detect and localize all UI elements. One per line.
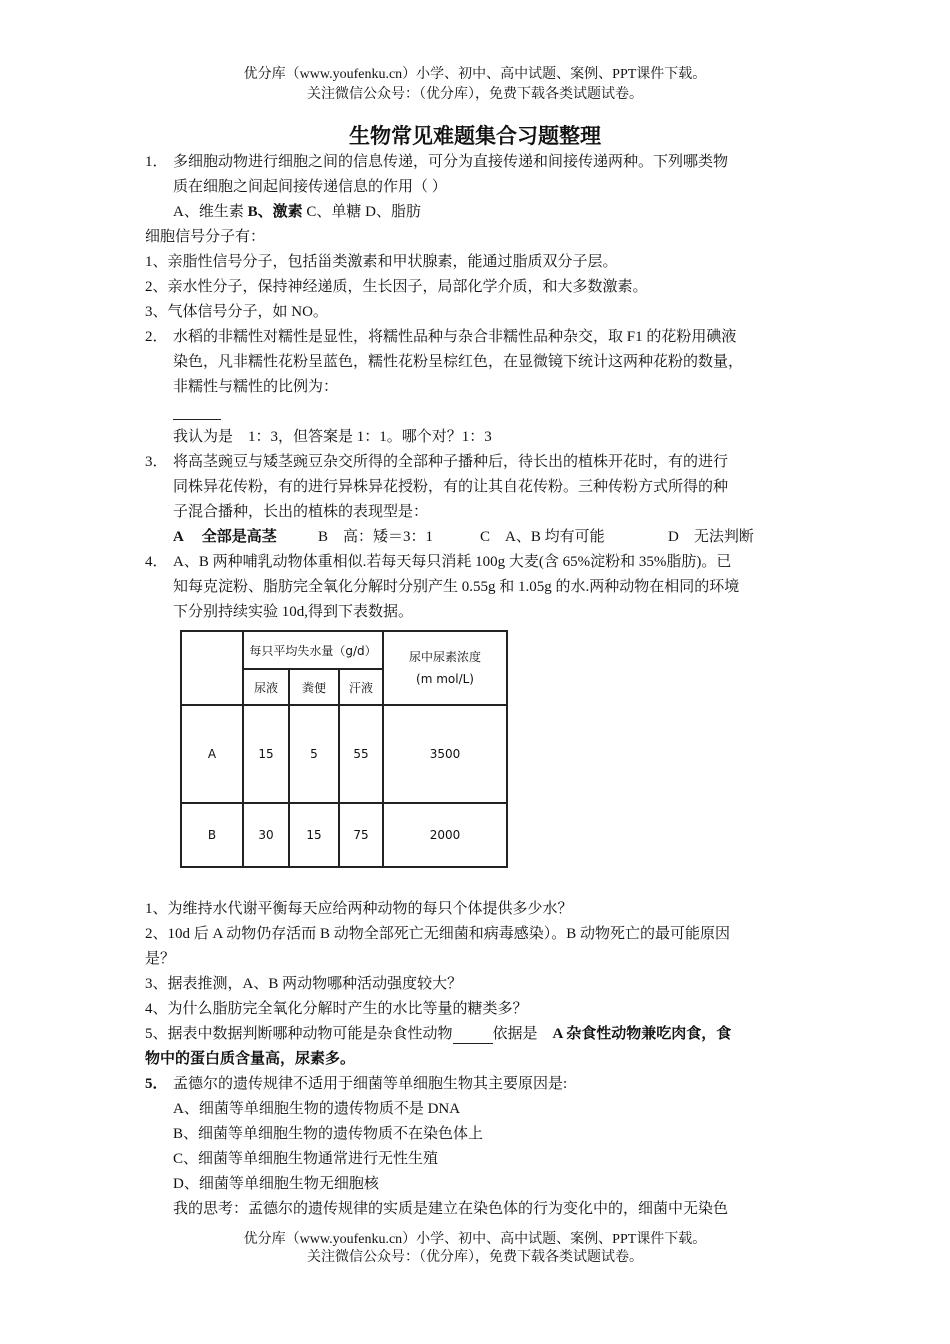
q3-option-c: C A、B 均有可能 [480,529,605,545]
q4-sub-2b: 是？ [145,951,176,967]
q3-text-3: 子混合播种，长出的植株的表现型是： [173,504,429,520]
q4-sub-5-basis: 依据是 [492,1026,553,1042]
q4-sub-5-question: 5、据表中数据判断哪种动物可能是杂食性动物 [145,1026,453,1042]
q1-option-a: A、维生素 [173,204,248,220]
table-header-water: 每只平均失水量（g/d） [243,631,383,669]
q3-number: 3． [145,454,168,470]
q2-comment: 我认为是 1：3，但答案是 1：1。哪个对？1：3 [173,429,492,445]
q4-sub-4: 4、为什么脂肪完全氧化分解时产生的水比等量的糖类多？ [145,1001,528,1017]
q4-sub-5-answer-cont: 物中的蛋白质含量高，尿素多。 [145,1051,356,1067]
q3-option-d: D 无法判断 [668,529,754,545]
q5-text: 孟德尔的遗传规律不适用于细菌等单细胞生物其主要原因是: [173,1076,568,1092]
q1-note-1: 1、亲脂性信号分子，包括甾类激素和甲状腺素，能通过脂质双分子层。 [145,254,618,270]
q4-sub-5 [145,1024,731,1044]
table-col-header: 尿液 [243,669,289,705]
q5-option-a: A、细菌等单细胞生物的遗传物质不是 DNA [173,1101,461,1117]
footer-line-2: 关注微信公众号：（优分库），免费下载各类试题试卷。 [307,1250,643,1265]
q4-number: 4． [145,554,168,570]
q2-answer-blank [173,400,221,420]
q4-sub-3: 3、据表推测，A、B 两动物哪种活动强度较大？ [145,976,463,992]
q4-sub-5-answer: A 杂食性动物兼吃肉食，食 [552,1026,732,1042]
footer-line-1: 优分库（www.youfenku.cn）小学、初中、高中试题、案例、PPT课件下载。 [243,1232,707,1247]
table-row [181,705,507,803]
table-row-label: A [181,705,243,803]
table-cell: 2000 [383,803,507,867]
q2-text-3: 非糯性与糯性的比例为： [173,379,339,395]
q2-text-1: 水稻的非糯性对糯性是显性，将糯性品种与杂合非糯性品种杂交，取 F1 的花粉用碘液 [173,329,737,345]
q5-thinking: 我的思考：孟德尔的遗传规律的实质是建立在染色体的行为变化中的，细菌中无染色 [173,1201,729,1217]
q1-options [173,202,421,222]
table-col-header: 粪便 [289,669,339,705]
table-cell: 15 [289,803,339,867]
table-cell: 15 [243,705,289,803]
q2-text-2: 染色，凡非糯性花粉呈蓝色，糯性花粉呈棕红色，在显微镜下统计这两种花粉的数量， [173,354,744,370]
q1-number: 1． [145,154,168,170]
q4-text-1: A、B 两种哺乳动物体重相似.若每天每只消耗 100g 大麦(含 65%淀粉和 35%脂肪)。已 [173,554,732,570]
header-line-2: 关注微信公众号：（优分库），免费下载各类试题试卷。 [307,87,643,102]
table-cell: 75 [339,803,383,867]
table-cell: 55 [339,705,383,803]
q2-number: 2． [145,329,168,345]
table-cell: 30 [243,803,289,867]
table-header-urea-title: 尿中尿素浓度 [408,650,481,664]
table-row-label: B [181,803,243,867]
table-cell: 5 [289,705,339,803]
table-col-header: 汗液 [339,669,383,705]
q3-option-b: B 高：矮＝3：1 [318,529,434,545]
q4-sub-2a: 2、10d 后 A 动物仍存活而 B 动物全部死亡无细菌和病毒感染）。B 动物死亡的最可能原因 [145,926,731,942]
q5-option-c: C、细菌等单细胞生物通常进行无性生殖 [173,1151,439,1167]
q1-note-title: 细胞信号分子有： [145,229,266,245]
q3-text-2: 同株异花传粉，有的进行异株异花授粉，有的让其自花传粉。三种传粉方式所得的种 [173,479,729,495]
q1-note-3: 3、气体信号分子，如 NO。 [145,304,328,320]
q1-text-1: 多细胞动物进行细胞之间的信息传递，可分为直接传递和间接传递两种。下列哪类物 [173,154,729,170]
table-header-urea-unit: (m mol/L) [416,672,474,686]
q1-text-2: 质在细胞之间起间接传递信息的作用（ ） [173,179,447,195]
q3-text-1: 将高茎豌豆与矮茎豌豆杂交所得的全部种子播种后，待长出的植株开花时，有的进行 [173,454,729,470]
q4-text-2: 知每克淀粉、脂肪完全氧化分解时分别产生 0.55g 和 1.05g 的水.两种动物在相同的环境 [173,579,740,595]
q1-note-2: 2、亲水性分子，保持神经递质，生长因子，局部化学介质，和大多数激素。 [145,279,648,295]
q5-number: 5． [145,1076,168,1092]
q3-option-a: A 全部是高茎 [173,529,277,545]
table-header-urea [383,631,507,705]
q4-sub-1: 1、为维持水代谢平衡每天应给两种动物的每只个体提供多少水？ [145,901,573,917]
table-row [181,803,507,867]
header-line-1: 优分库（www.youfenku.cn）小学、初中、高中试题、案例、PPT课件下载。 [243,67,707,82]
q5-option-d: D、细菌等单细胞生物无细胞核 [173,1176,379,1192]
q4-sub-5-blank [453,1027,493,1044]
q5-option-b: B、细菌等单细胞生物的遗传物质不在染色体上 [173,1126,484,1142]
q1-option-rest: C、单糖 D、脂肪 [302,204,421,220]
data-table [180,630,508,868]
q1-option-b: B、激素 [247,204,303,220]
table-corner-cell [181,631,243,705]
page-title: 生物常见难题集合习题整理 [349,124,601,148]
table-cell: 3500 [383,705,507,803]
q4-text-3: 下分别持续实验 10d,得到下表数据。 [173,604,414,620]
